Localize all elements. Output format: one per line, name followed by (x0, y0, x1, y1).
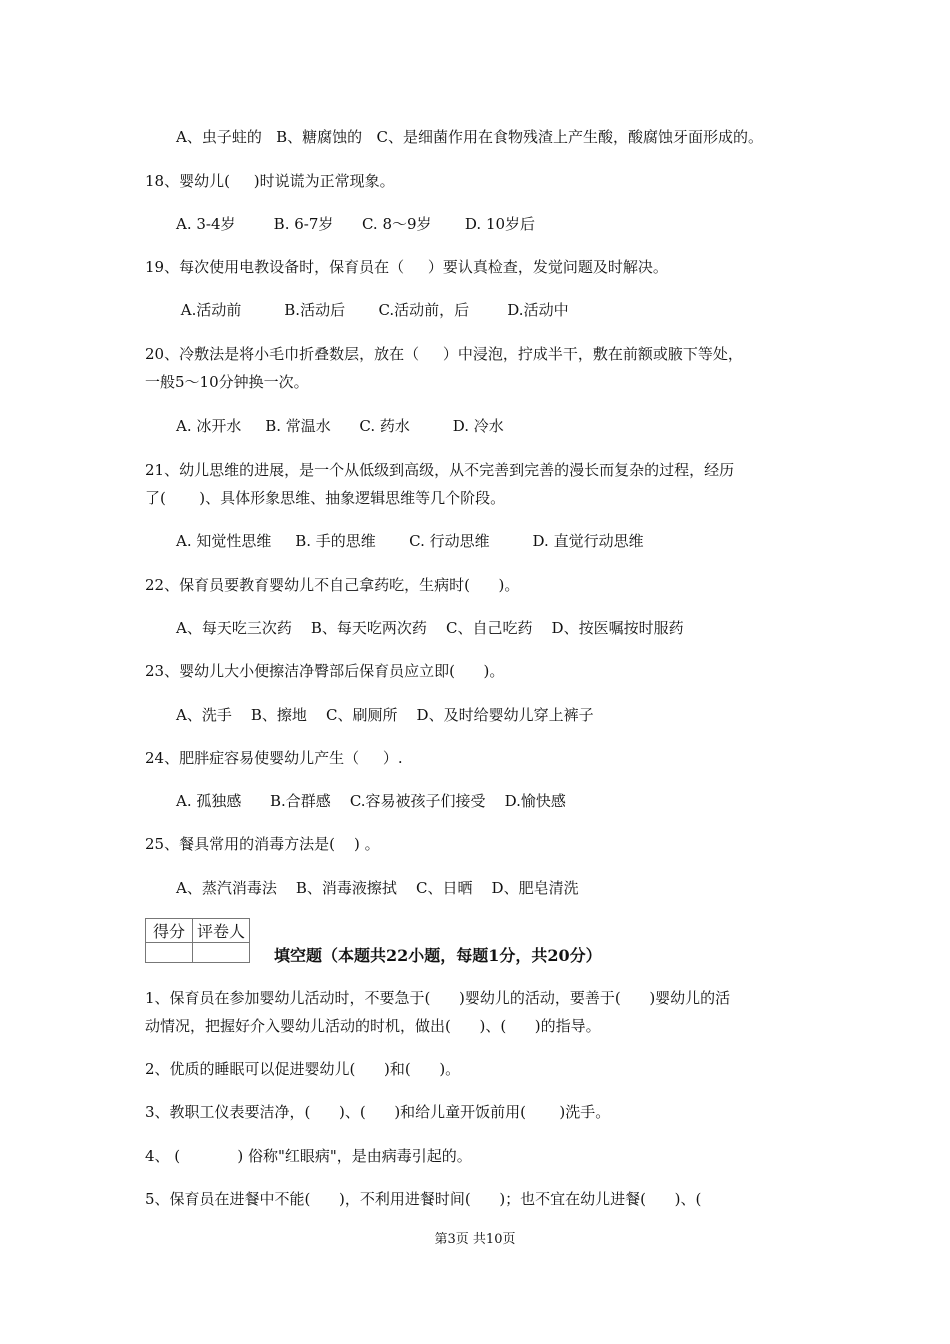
question-25-stem: 25、餐具常用的消毒方法是( ) 。 (145, 835, 380, 853)
page-footer: 第3页 共10页 (434, 1232, 516, 1247)
question-19-stem: 19、每次使用电教设备时，保育员在（ ）要认真检查，发觉问题及时解决。 (145, 258, 668, 276)
fill-question-5: 5、保育员在进餐中不能( )，不利用进餐时间( )；也不宜在幼儿进餐( )、( (145, 1190, 702, 1208)
score-cell (146, 943, 193, 963)
question-21-stem: 21、幼儿思维的进展，是一个从低级到高级，从不完善到完善的漫长而复杂的过程，经历 (145, 461, 735, 479)
grader-cell (193, 943, 250, 963)
question-21-stem-continued: 了( )、具体形象思维、抽象逻辑思维等几个阶段。 (145, 489, 506, 507)
question-18-stem: 18、婴幼儿( )时说谎为正常现象。 (145, 172, 395, 190)
question-19-options: A.活动前 B.活动后 C.活动前，后 D.活动中 (176, 301, 569, 319)
question-22-stem: 22、保育员要教育婴幼儿不自己拿药吃，生病时( )。 (145, 576, 520, 594)
question-24-stem: 24、肥胖症容易使婴幼儿产生（ ）. (145, 749, 403, 767)
grader-header: 评卷人 (193, 919, 250, 943)
question-24-options: A. 孤独感 B.合群感 C.容易被孩子们接受 D.愉快感 (176, 792, 566, 810)
fill-question-1-continued: 动情况，把握好介入婴幼儿活动的时机，做出( )、( )的指导。 (145, 1017, 601, 1035)
question-22-options: A、每天吃三次药 B、每天吃两次药 C、自己吃药 D、按医嘱按时服药 (176, 619, 684, 637)
question-20-stem: 20、冷敷法是将小毛巾折叠数层，放在（ ）中浸泡，拧成半干，敷在前额或腋下等处， (145, 345, 743, 363)
question-23-stem: 23、婴幼儿大小便擦洁净臀部后保育员应立即( )。 (145, 662, 505, 680)
question-25-options: A、蒸汽消毒法 B、消毒液擦拭 C、日晒 D、肥皂清洗 (176, 879, 579, 897)
question-20-stem-continued: 一般5～10分钟换一次。 (145, 373, 309, 391)
question-17-options: A、虫子蛀的 B、糖腐蚀的 C、是细菌作用在食物残渣上产生酸，酸腐蚀牙面形成的。 (176, 128, 763, 146)
fill-question-4: 4、 ( ) 俗称"红眼病"，是由病毒引起的。 (145, 1147, 472, 1165)
question-23-options: A、洗手 B、擦地 C、刷厕所 D、及时给婴幼儿穿上裤子 (176, 706, 594, 724)
fill-question-3: 3、教职工仪表要洁净，( )、( )和给儿童开饭前用( )洗手。 (145, 1103, 611, 1121)
question-18-options: A. 3-4岁 B. 6-7岁 C. 8～9岁 D. 10岁后 (176, 215, 536, 233)
question-20-options: A. 冰开水 B. 常温水 C. 药水 D. 冷水 (176, 417, 504, 435)
section-title: 填空题（本题共22小题，每题1分，共20分） (274, 946, 602, 965)
fill-question-2: 2、优质的睡眠可以促进婴幼儿( )和( )。 (145, 1060, 461, 1078)
fill-question-1: 1、保育员在参加婴幼儿活动时，不要急于( )婴幼儿的活动，要善于( )婴幼儿的活 (145, 989, 731, 1007)
score-table (145, 918, 250, 963)
score-header: 得分 (146, 919, 193, 943)
question-21-options: A. 知觉性思维 B. 手的思维 C. 行动思维 D. 直觉行动思维 (176, 532, 644, 550)
